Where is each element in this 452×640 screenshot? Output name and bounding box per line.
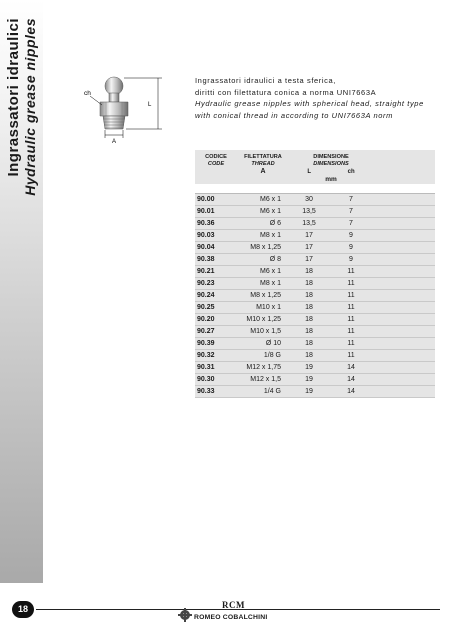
row-ch: 11 bbox=[347, 340, 355, 347]
header-code: CODICE CODE bbox=[205, 154, 227, 167]
ch-label: ch bbox=[84, 90, 91, 97]
product-table bbox=[195, 150, 435, 398]
description-italian-line-1: Ingrassatori idraulici a testa sferica, bbox=[195, 76, 336, 85]
table-row bbox=[195, 374, 435, 386]
row-ch: 11 bbox=[347, 280, 355, 287]
table-header bbox=[195, 150, 435, 184]
header-dim-ch: ch bbox=[347, 169, 355, 175]
row-ch: 14 bbox=[347, 376, 355, 383]
side-title-english: Hydraulic grease nipples bbox=[22, 18, 38, 196]
row-code: 90.33 bbox=[197, 388, 215, 395]
table-row bbox=[195, 386, 435, 398]
row-code: 90.23 bbox=[197, 280, 215, 287]
a-label: A bbox=[112, 139, 117, 145]
row-code: 90.36 bbox=[197, 220, 215, 227]
row-ch: 11 bbox=[347, 304, 355, 311]
page-number: 18 bbox=[12, 601, 34, 618]
row-l: 18 bbox=[305, 304, 313, 311]
row-thread: Ø 6 bbox=[269, 220, 281, 227]
row-l: 18 bbox=[305, 316, 313, 323]
row-thread: 1/4 G bbox=[263, 388, 281, 395]
ch-leader bbox=[90, 96, 102, 105]
row-thread: M12 x 1,5 bbox=[250, 376, 281, 383]
row-code: 90.20 bbox=[197, 316, 215, 323]
row-code: 90.25 bbox=[197, 304, 215, 311]
description-english-line-2: with conical thread in according to UNI7663A norm bbox=[195, 110, 393, 120]
row-thread: M6 x 1 bbox=[259, 196, 281, 203]
row-l: 18 bbox=[305, 268, 313, 275]
description-italian-line-2: diritti con filettatura conica a norma UNI7663A bbox=[195, 87, 377, 97]
row-thread: Ø 8 bbox=[269, 256, 281, 263]
row-ch: 11 bbox=[347, 292, 355, 299]
row-l: 19 bbox=[305, 364, 313, 371]
row-ch: 11 bbox=[347, 352, 355, 359]
row-code: 90.31 bbox=[197, 364, 215, 371]
row-l: 17 bbox=[305, 232, 313, 239]
row-thread: M6 x 1 bbox=[259, 208, 281, 215]
table-row bbox=[195, 362, 435, 374]
row-thread: M6 x 1 bbox=[259, 268, 281, 275]
row-thread: M8 x 1,25 bbox=[250, 244, 281, 251]
l-label: L bbox=[148, 102, 152, 108]
side-title-italian: Ingrassatori idraulici bbox=[5, 18, 22, 177]
row-code: 90.39 bbox=[197, 340, 215, 347]
row-ch: 11 bbox=[347, 268, 355, 275]
row-thread: M8 x 1 bbox=[259, 232, 281, 239]
row-code: 90.27 bbox=[197, 328, 215, 335]
row-l: 18 bbox=[305, 292, 313, 299]
table-row bbox=[195, 254, 435, 266]
nipple-thread bbox=[103, 116, 125, 129]
row-l: 18 bbox=[305, 352, 313, 359]
row-l: 19 bbox=[305, 388, 313, 395]
company-logo bbox=[174, 600, 274, 626]
row-l: 17 bbox=[305, 244, 313, 251]
nipple-ball-head bbox=[105, 77, 123, 95]
row-ch: 9 bbox=[349, 256, 353, 263]
table-row bbox=[195, 242, 435, 254]
row-l: 17 bbox=[305, 256, 313, 263]
description-english-line-1: Hydraulic grease nipples with spherical head, straight type bbox=[195, 99, 424, 108]
row-thread: M10 x 1,5 bbox=[250, 328, 281, 335]
row-code: 90.21 bbox=[197, 268, 215, 275]
header-dim-unit: mm bbox=[325, 175, 337, 183]
row-thread: Ø 10 bbox=[265, 340, 281, 347]
row-ch: 9 bbox=[349, 244, 353, 251]
logo-gear-icon bbox=[178, 608, 192, 622]
table-row bbox=[195, 290, 435, 302]
table-row bbox=[195, 266, 435, 278]
row-l: 13,5 bbox=[302, 220, 316, 227]
row-ch: 11 bbox=[347, 328, 355, 335]
logo-name: ROMEO COBALCHINI bbox=[194, 614, 268, 621]
row-code: 90.03 bbox=[197, 232, 215, 239]
row-thread: M12 x 1,75 bbox=[246, 364, 281, 371]
row-ch: 7 bbox=[349, 208, 353, 215]
row-l: 18 bbox=[305, 340, 313, 347]
table-row bbox=[195, 314, 435, 326]
product-description bbox=[195, 75, 435, 121]
table-row bbox=[195, 326, 435, 338]
row-l: 18 bbox=[305, 328, 313, 335]
table-row bbox=[195, 302, 435, 314]
header-thread: FILETTATURA THREAD A bbox=[244, 154, 282, 175]
row-l: 18 bbox=[305, 280, 313, 287]
table-row bbox=[195, 206, 435, 218]
header-dim-l: L bbox=[307, 169, 311, 175]
row-code: 90.04 bbox=[197, 244, 215, 251]
row-l: 30 bbox=[305, 196, 313, 203]
table-row bbox=[195, 230, 435, 242]
row-l: 19 bbox=[305, 376, 313, 383]
row-ch: 9 bbox=[349, 232, 353, 239]
row-ch: 14 bbox=[347, 388, 355, 395]
table-row bbox=[195, 278, 435, 290]
table-row bbox=[195, 194, 435, 206]
row-l: 13,5 bbox=[302, 208, 316, 215]
row-code: 90.38 bbox=[197, 256, 215, 263]
row-code: 90.30 bbox=[197, 376, 215, 383]
row-ch: 11 bbox=[347, 316, 355, 323]
logo-mark: RCM bbox=[222, 600, 245, 610]
row-thread: M8 x 1 bbox=[259, 280, 281, 287]
table-row bbox=[195, 350, 435, 362]
row-ch: 14 bbox=[347, 364, 355, 371]
table-row bbox=[195, 218, 435, 230]
row-thread: M10 x 1 bbox=[256, 304, 281, 311]
row-ch: 7 bbox=[349, 196, 353, 203]
header-dimensions: DIMENSIONE DIMENSIONS L ch mm bbox=[289, 154, 373, 184]
nipple-neck bbox=[109, 93, 119, 102]
row-ch: 7 bbox=[349, 220, 353, 227]
row-thread: M10 x 1,25 bbox=[246, 316, 281, 323]
table-body bbox=[195, 193, 435, 398]
row-code: 90.01 bbox=[197, 208, 215, 215]
row-thread: 1/8 G bbox=[263, 352, 281, 359]
row-code: 90.24 bbox=[197, 292, 215, 299]
row-code: 90.00 bbox=[197, 196, 215, 203]
row-code: 90.32 bbox=[197, 352, 215, 359]
grease-nipple-drawing bbox=[72, 74, 172, 154]
row-thread: M8 x 1,25 bbox=[250, 292, 281, 299]
nipple-hex-body bbox=[100, 102, 128, 116]
side-title bbox=[0, 12, 43, 242]
table-row bbox=[195, 338, 435, 350]
